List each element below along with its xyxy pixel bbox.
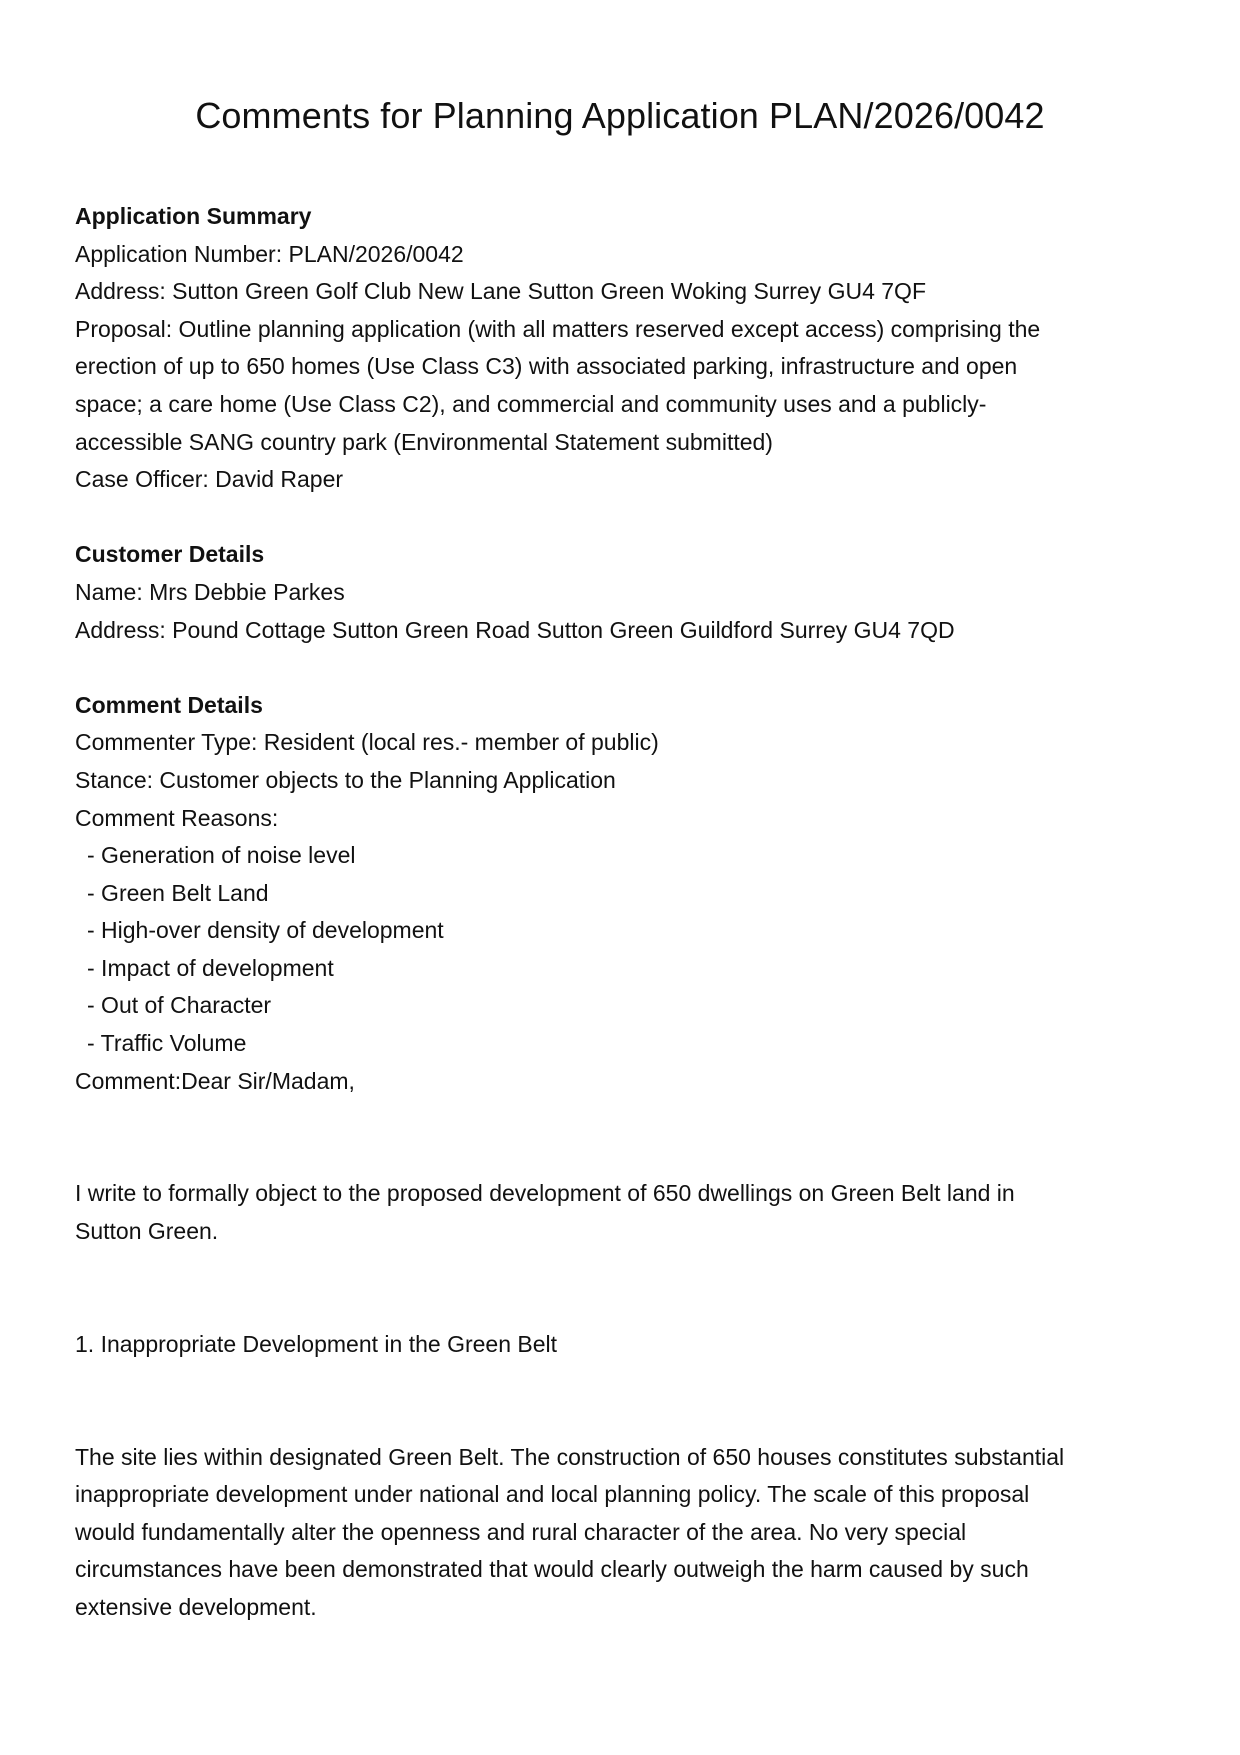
point-1-line-2: inappropriate development under national and local planning policy. The scale of this proposal — [75, 1481, 1030, 1508]
stance: Stance: Customer objects to the Planning Application — [75, 766, 616, 793]
document-content — [75, 198, 1175, 1627]
spacer — [75, 1251, 1175, 1326]
page-title: Comments for Planning Application PLAN/2026/0042 — [195, 95, 1045, 136]
point-1-line-3: would fundamentally alter the openness and rural character of the area. No very special — [75, 1518, 967, 1545]
comment-reason-item: - Impact of development — [87, 954, 334, 981]
comment-reason-item: - Generation of noise level — [87, 842, 356, 869]
customer-details-heading: Customer Details — [75, 541, 265, 568]
customer-name: Name: Mrs Debbie Parkes — [75, 578, 345, 605]
comment-body — [75, 1175, 1175, 1626]
proposal-line-2: erection of up to 650 homes (Use Class C3) with associated parking, infrastructure and open — [75, 353, 1018, 380]
comment-reason-item: - Out of Character — [87, 992, 272, 1019]
point-1-heading: 1. Inappropriate Development in the Green Belt — [75, 1330, 558, 1357]
comment-reason-item: - Green Belt Land — [87, 879, 269, 906]
comment-details-heading: Comment Details — [75, 691, 263, 718]
point-1-line-1: The site lies within designated Green Belt. The construction of 650 houses constitutes substantial — [75, 1443, 1065, 1470]
application-summary-section — [75, 198, 1175, 499]
point-1-line-5: extensive development. — [75, 1593, 317, 1620]
commenter-type: Commenter Type: Resident (local res.- member of public) — [75, 729, 659, 756]
customer-details-section — [75, 536, 1175, 649]
proposal-line-1: Proposal: Outline planning application (with all matters reserved except access) comprising the — [75, 315, 1041, 342]
spacer — [75, 1100, 1175, 1175]
spacer — [75, 499, 1175, 537]
comment-reason-item: - High-over density of development — [87, 917, 444, 944]
spacer — [75, 1363, 1175, 1438]
spacer — [75, 649, 1175, 687]
comment-opening: Comment:Dear Sir/Madam, — [75, 1067, 355, 1094]
proposal-line-3: space; a care home (Use Class C2), and commercial and community uses and a publicly- — [75, 390, 987, 417]
proposal-line-4: accessible SANG country park (Environmental Statement submitted) — [75, 428, 773, 455]
intro-line-1: I write to formally object to the proposed development of 650 dwellings on Green Belt land in — [75, 1180, 1015, 1207]
comment-reason-item: - Traffic Volume — [87, 1030, 247, 1057]
intro-line-2: Sutton Green. — [75, 1218, 219, 1245]
case-officer: Case Officer: David Raper — [75, 466, 344, 493]
comment-details-section — [75, 687, 1175, 1101]
application-address: Address: Sutton Green Golf Club New Lane Sutton Green Woking Surrey GU4 7QF — [75, 278, 926, 305]
point-1-line-4: circumstances have been demonstrated that would clearly outweigh the harm caused by such — [75, 1556, 1029, 1583]
application-summary-heading: Application Summary — [75, 203, 312, 229]
customer-address: Address: Pound Cottage Sutton Green Road Sutton Green Guildford Surrey GU4 7QD — [75, 616, 955, 643]
application-number: Application Number: PLAN/2026/0042 — [75, 240, 464, 267]
comment-reasons-label: Comment Reasons: — [75, 804, 279, 831]
